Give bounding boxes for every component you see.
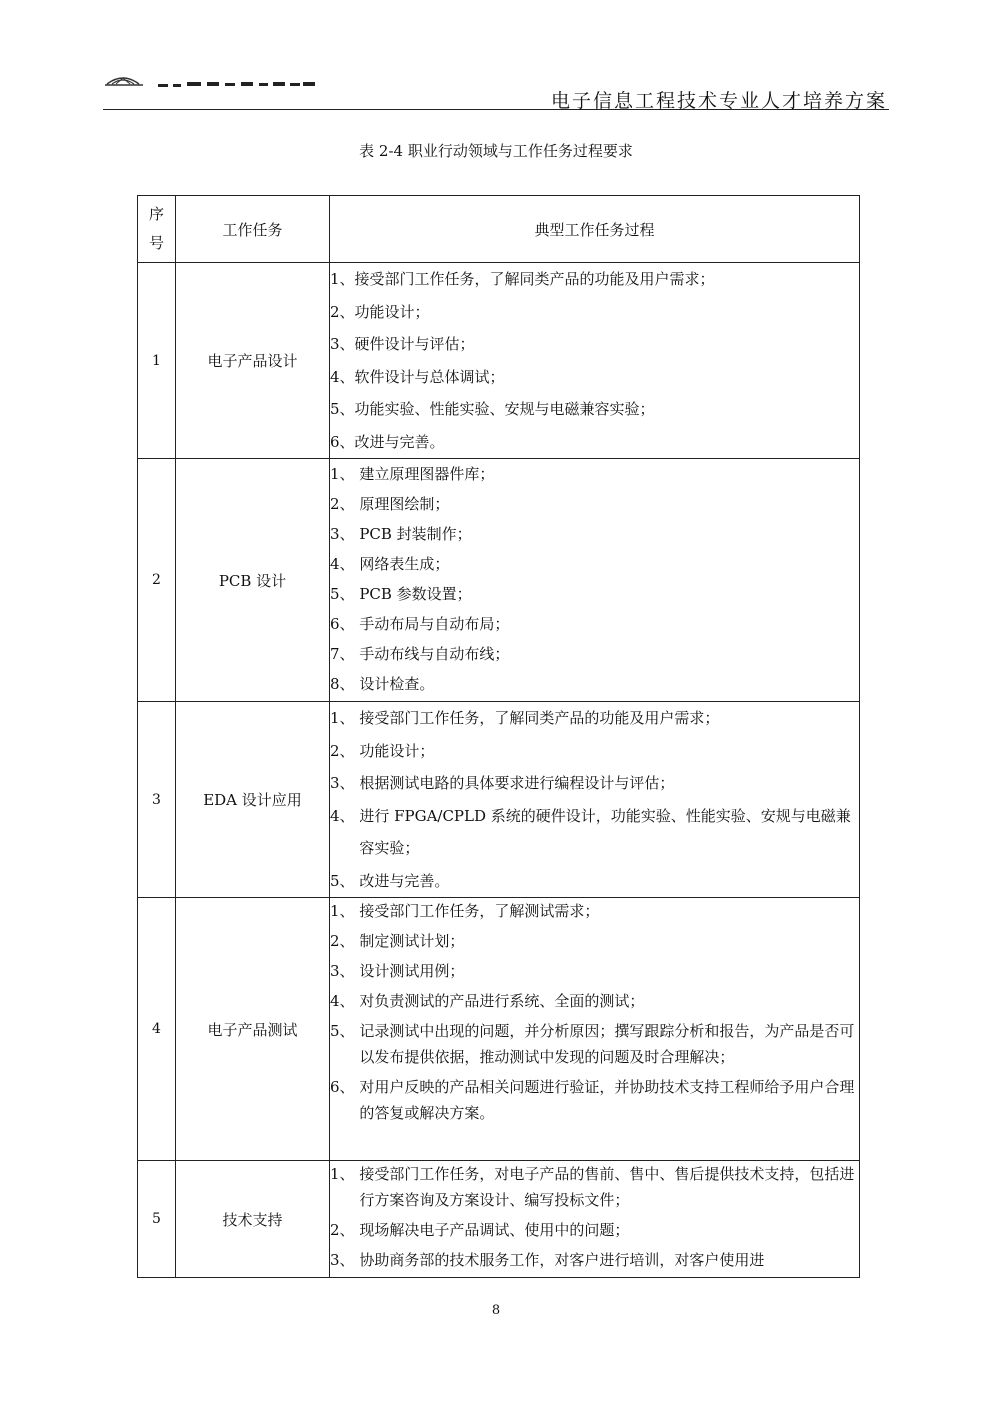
- table-row: [138, 702, 860, 898]
- process-step: 2、 现场解决电子产品调试、使用中的问题；: [330, 1221, 630, 1239]
- process-step: 6、 对用户反映的产品相关问题进行验证，并协助技术支持工程师给予用户合理的答复或解决方案。: [330, 1078, 855, 1122]
- process-step: 7、 手动布线与自动布线；: [330, 645, 510, 663]
- process-step: 1、 建立原理图器件库；: [330, 465, 495, 483]
- process-step: 5、 功能实验、性能实验、安规与电磁兼容实验；: [330, 400, 655, 418]
- process-step: 3、 硬件设计与评估；: [330, 335, 475, 353]
- header-task: 工作任务: [176, 196, 330, 263]
- row-process: [330, 263, 860, 459]
- process-step: 2、 功能设计；: [330, 302, 430, 321]
- process-step: 6、 改进与完善。: [330, 432, 445, 451]
- task-process-table: [137, 195, 860, 1278]
- row-process: [330, 1161, 860, 1278]
- table-row: [138, 459, 860, 702]
- process-step: 3、 设计测试用例；: [330, 962, 465, 980]
- process-step: 4、 对负责测试的产品进行系统、全面的测试；: [330, 992, 645, 1010]
- table-row: [138, 1161, 860, 1278]
- header-process: 典型工作任务过程: [330, 196, 860, 263]
- process-step: 1、 接受部门工作任务，了解测试需求；: [330, 902, 600, 920]
- process-step: 6、 手动布局与自动布局；: [330, 615, 510, 633]
- row-number: 2: [138, 459, 176, 702]
- row-number: 5: [138, 1161, 176, 1278]
- row-number: 3: [138, 702, 176, 898]
- process-step: 5、 PCB 参数设置；: [330, 585, 472, 603]
- table-caption: 表 2-4 职业行动领域与工作任务过程要求: [359, 142, 633, 160]
- document-header-title: 电子信息工程技术专业人才培养方案: [550, 90, 887, 112]
- process-step: 3、 根据测试电路的具体要求进行编程设计与评估；: [330, 774, 675, 792]
- process-step: 4、 网络表生成；: [330, 555, 450, 573]
- row-task: PCB 设计: [176, 459, 330, 702]
- process-step: 4、 进行 FPGA/CPLD 系统的硬件设计，功能实验、性能实验、安规与电磁兼容实验；: [330, 806, 851, 857]
- process-step: 2、 制定测试计划；: [330, 932, 465, 950]
- school-logo: [103, 70, 323, 100]
- row-process: [330, 702, 860, 898]
- table-row: [138, 898, 860, 1161]
- process-step: 2、 原理图绘制；: [330, 495, 450, 513]
- header-divider: [103, 109, 889, 110]
- header-no: 序号: [138, 196, 176, 263]
- row-process: [330, 459, 860, 702]
- process-step: 4、 软件设计与总体调试；: [330, 367, 505, 386]
- row-task: EDA 设计应用: [176, 702, 330, 898]
- process-step: 1、 接受部门工作任务，对电子产品的售前、售中、售后提供技术支持，包括进行方案咨询及方案设计、编写投标文件；: [330, 1165, 855, 1209]
- process-step: 5、 记录测试中出现的问题，并分析原因；撰写跟踪分析和报告，为产品是否可以发布提供依据，推动测试中发现的问题及时合理解决；: [330, 1022, 855, 1066]
- process-step: 3、 协助商务部的技术服务工作，对客户进行培训，对客户使用进: [330, 1251, 765, 1269]
- row-process: [330, 898, 860, 1161]
- row-task: 技术支持: [176, 1161, 330, 1278]
- row-task: 电子产品设计: [176, 263, 330, 459]
- process-step: 8、 设计检查。: [330, 675, 435, 693]
- process-step: 3、 PCB 封装制作；: [330, 525, 472, 543]
- row-number: 1: [138, 263, 176, 459]
- row-number: 4: [138, 898, 176, 1161]
- process-step: 5、 改进与完善。: [330, 871, 450, 890]
- school-logo-icon: [103, 70, 323, 100]
- table-header-row: [138, 196, 860, 263]
- page-number: 8: [491, 1303, 501, 1318]
- process-step: 1、 接受部门工作任务，了解同类产品的功能及用户需求；: [330, 709, 720, 727]
- table-row: [138, 263, 860, 459]
- process-step: 1、 接受部门工作任务，了解同类产品的功能及用户需求；: [330, 270, 715, 288]
- process-step: 2、 功能设计；: [330, 741, 435, 760]
- row-task: 电子产品测试: [176, 898, 330, 1161]
